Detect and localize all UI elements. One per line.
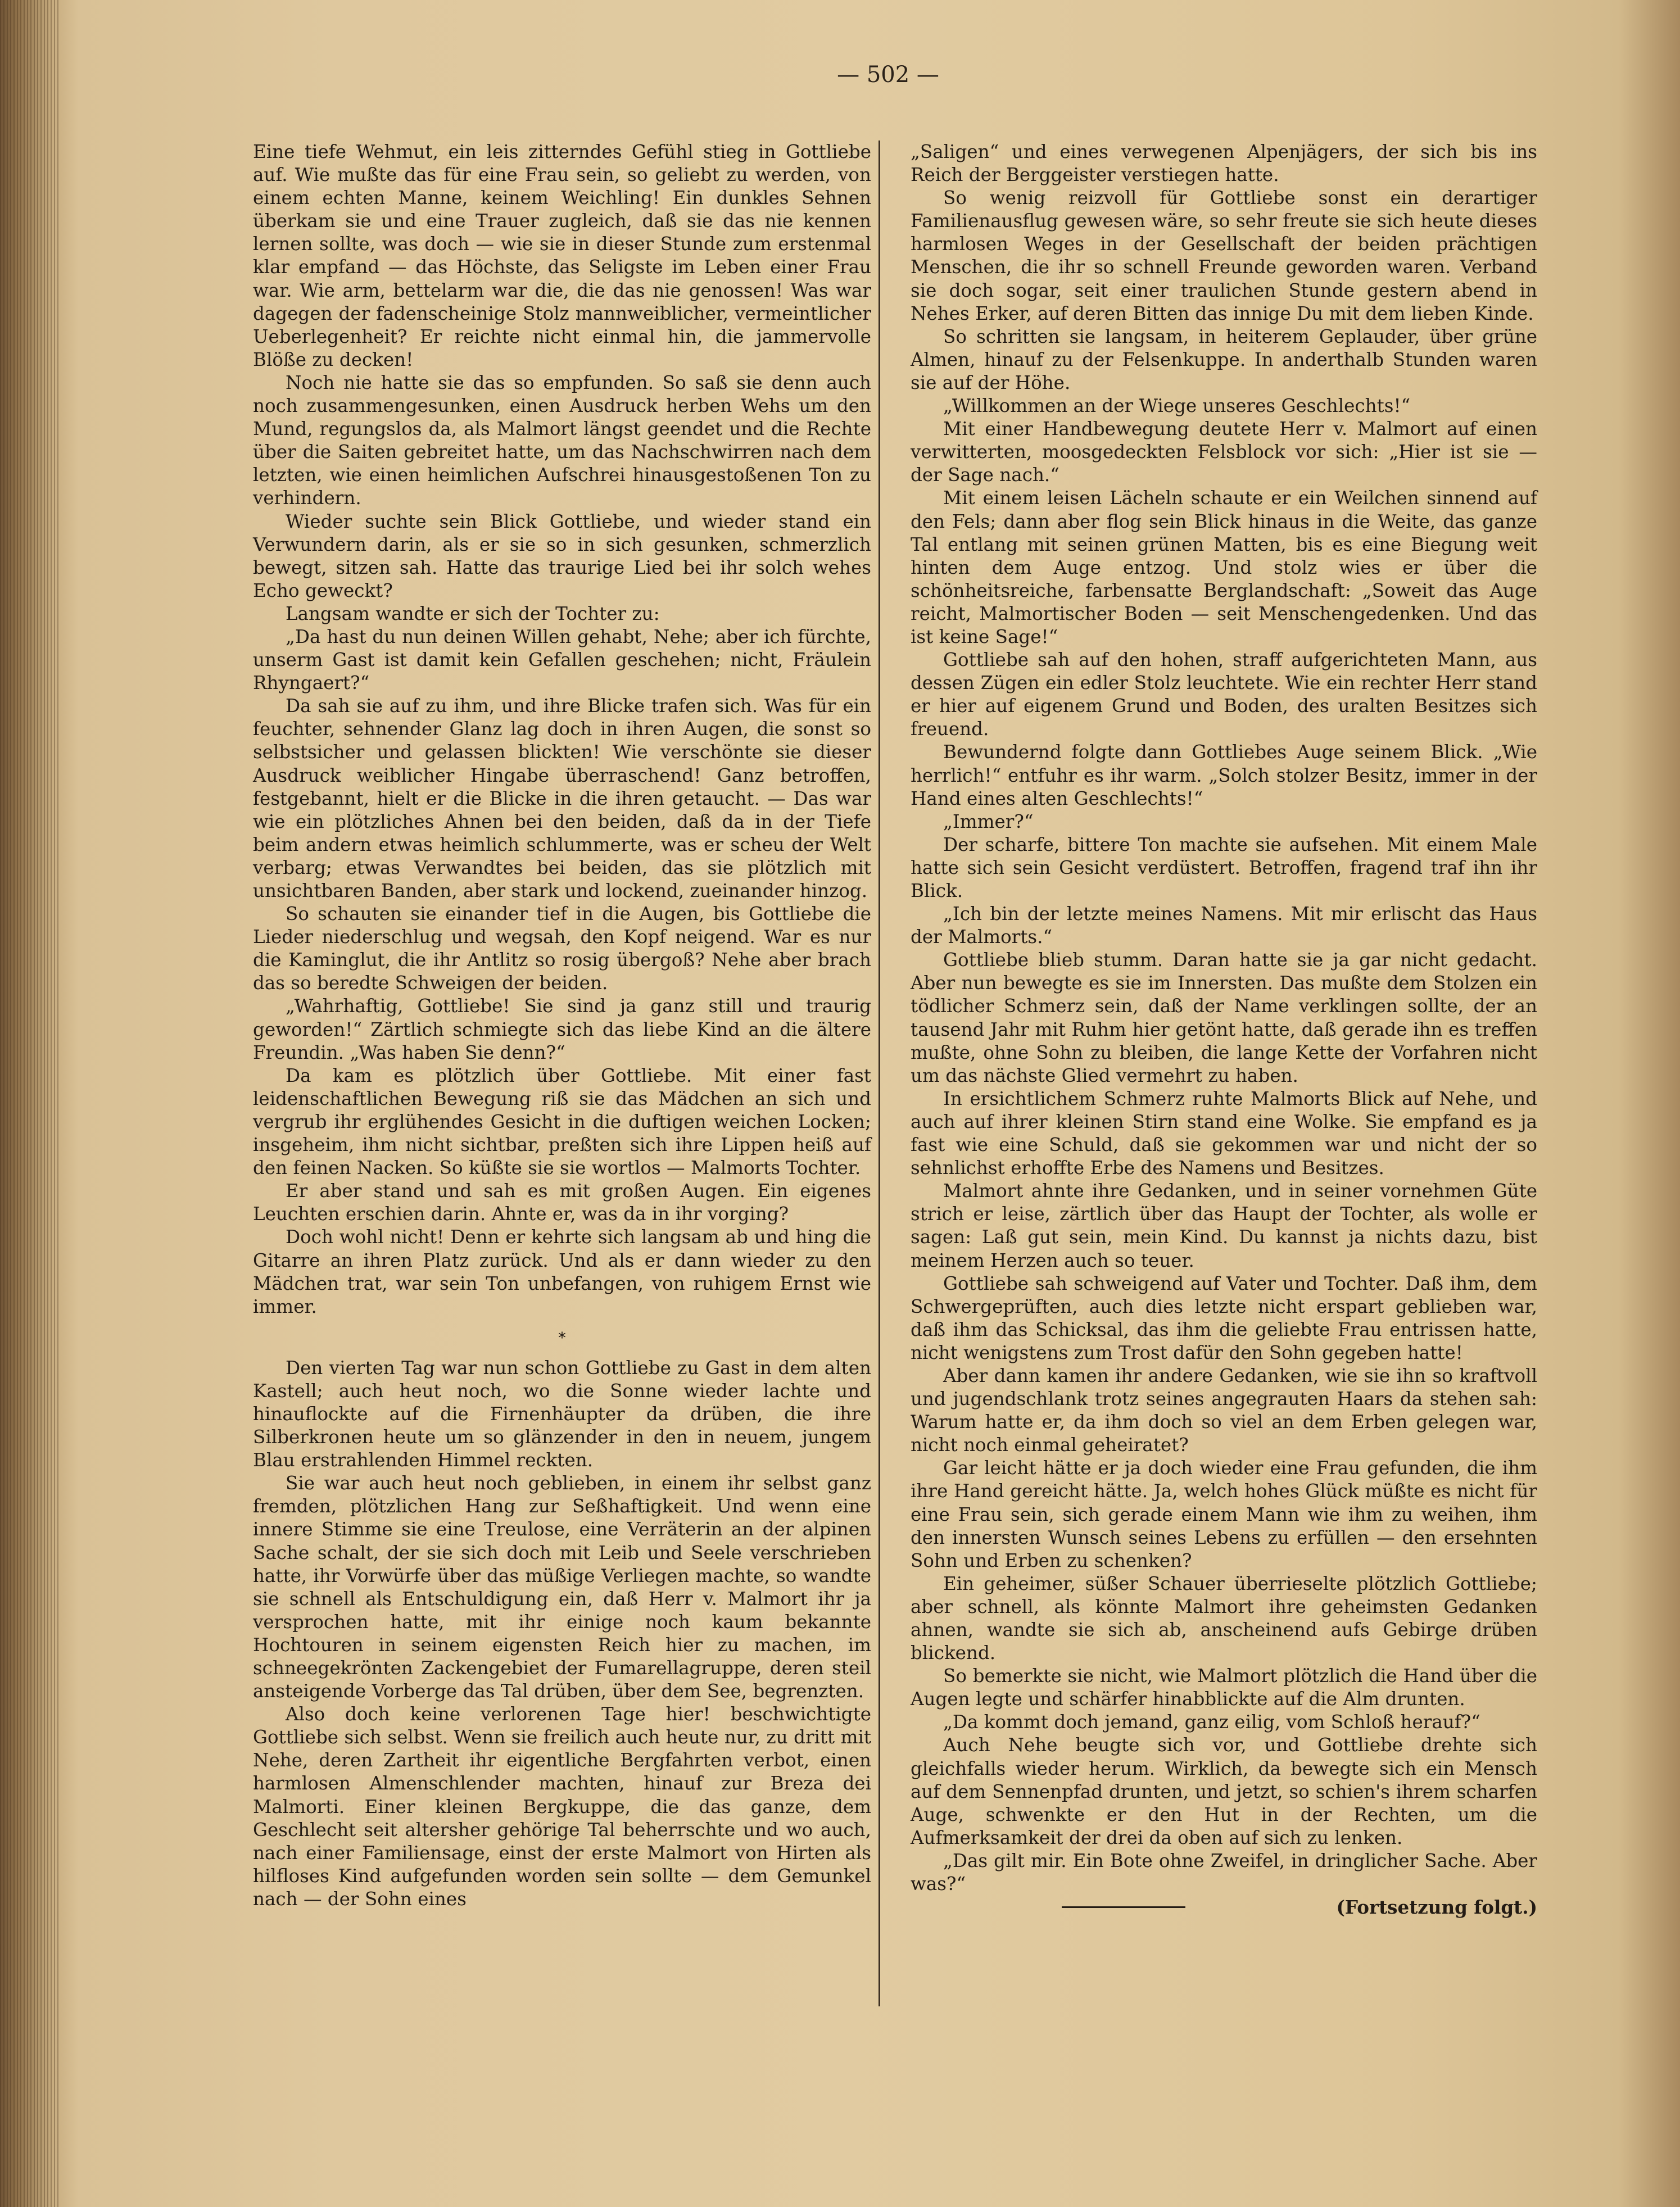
paragraph: Aber dann kamen ihr andere Gedanken, wie sie ihn so kraftvoll und jugendschlank trotz seines angegrauten Haars da stehen sah: Warum hatte er, da ihm doch so viel an dem Erben gelegen war, nicht noch einmal geheiratet? [911, 1365, 1537, 1456]
paragraph: So schritten sie langsam, in heiterem Geplauder, über grüne Almen, hinauf zu der Felsenkuppe. In anderthalb Stunden waren sie auf der Höhe. [911, 325, 1537, 393]
paragraph: In ersichtlichem Schmerz ruhte Malmorts Blick auf Nehe, und auch auf ihrer kleinen Stirn stand eine Wolke. Sie empfand es ja fast wie eine Schuld, daß sie gekommen war und nicht der so sehnlichst erhoffte Erbe des Namens und Besitzes. [911, 1087, 1537, 1179]
paragraph: Noch nie hatte sie das so empfunden. So saß sie denn auch noch zusammengesunken, einen Ausdruck herben Wehs um den Mund, regungslos da, als Malmort längst geendet und die Rechte über die Saiten gebreitet hatte, um das Nachschwirren nach dem letzten, wie einen heimlichen Aufschrei hinausgestoßenen Ton zu verhindern. [253, 371, 871, 509]
paragraph: Den vierten Tag war nun schon Gottliebe zu Gast in dem alten Kastell; auch heut noch, wo die Sonne wieder lachte und hinauflockte auf die Firnenhäupter da drüben, die ihre Silberkronen heute um so glänzender in den in neuem, jungem Blau erstrahlenden Himmel reckten. [253, 1357, 871, 1471]
end-rule [1062, 1906, 1185, 1908]
paragraph: Gottliebe blieb stumm. Daran hatte sie ja gar nicht gedacht. Aber nun bewegte es sie im Innersten. Das mußte dem Stolzen ein tödlicher Schmerz sein, daß der Name verklingen sollte, der an tausend Jahr mit Ruhm hier getönt hatte, daß gerade ihn es treffen mußte, ohne Sohn zu bleiben, die lange Kette der Vorfahren nicht um das nächste Glied vermehrt zu haben. [911, 949, 1537, 1086]
paragraph: So wenig reizvoll für Gottliebe sonst ein derartiger Familienausflug gewesen wäre, so sehr freute sie sich heute dieses harmlosen Weges in der Gesellschaft der beiden prächtigen Menschen, die ihr so schnell Freunde geworden waren. Verband sie doch sogar, seit einer traulichen Stunde gestern abend in Nehes Erker, auf deren Bitten das innige Du mit dem lieben Kinde. [911, 187, 1537, 324]
paragraph: Mit einem leisen Lächeln schaute er ein Weilchen sinnend auf den Fels; dann aber flog sein Blick hinaus in die Weite, das ganze Tal entlang mit seinen grünen Matten, bis es eine Biegung weit hinten dem Auge entzog. Und stolz wies er über die schönheitsreiche, farbensatte Berglandschaft: „Soweit das Auge reicht, Malmortischer Boden — seit Menschengedenken. Und das ist keine Sage!“ [911, 487, 1537, 647]
paragraph: „Da hast du nun deinen Willen gehabt, Nehe; aber ich fürchte, unserm Gast ist damit kein Gefallen geschehen; nicht, Fräulein Rhyngaert?“ [253, 626, 871, 694]
paragraph: „Wahrhaftig, Gottliebe! Sie sind ja ganz still und traurig geworden!“ Zärtlich schmiegte sich das liebe Kind an die ältere Freundin. „Was haben Sie denn?“ [253, 995, 871, 1063]
paragraph: Da sah sie auf zu ihm, und ihre Blicke trafen sich. Was für ein feuchter, sehnender Glanz lag doch in ihren Augen, die sonst so selbstsicher und gelassen blickten! Wie verschönte sie dieser Ausdruck weiblicher Hingabe überraschend! Ganz betroffen, festgebannt, hielt er die Blicke in die ihren getaucht. — Das war wie ein plötzliches Ahnen bei den beiden, daß da in der Tiefe beim andern etwas heimlich schlummerte, was er scheu der Welt verbarg; etwas Verwandtes bei beiden, das sie plötzlich mit unsichtbaren Banden, aber stark und lockend, zueinander hinzog. [253, 695, 871, 901]
paragraph: Wieder suchte sein Blick Gottliebe, und wieder stand ein Verwundern darin, als er sie so in sich gesunken, schmerzlich bewegt, sitzen sah. Hatte das traurige Lied bei ihr solch wehes Echo geweckt? [253, 510, 871, 601]
page-number: — 502 — [837, 62, 939, 88]
paragraph: Langsam wandte er sich der Tochter zu: [286, 602, 660, 624]
paragraph: „Ich bin der letzte meines Namens. Mit mir erlischt das Haus der Malmorts.“ [911, 903, 1537, 948]
continuation-note: (Fortsetzung folgt.) [1336, 1896, 1537, 1919]
paragraph: Ein geheimer, süßer Schauer überrieselte plötzlich Gottliebe; aber schnell, als könnte Malmort ihre geheimsten Gedanken ahnen, wandte sie sich ab, anscheinend aufs Gebirge drüben blickend. [911, 1572, 1537, 1664]
paragraph: Der scharfe, bittere Ton machte sie aufsehen. Mit einem Male hatte sich sein Gesicht verdüstert. Betroffen, fragend traf ihn ihr Blick. [911, 833, 1537, 901]
paragraph: „Das gilt mir. Ein Bote ohne Zweifel, in dringlicher Sache. Aber was?“ [911, 1850, 1537, 1895]
paragraph: Eine tiefe Wehmut, ein leis zitterndes Gefühl stieg in Gottliebe auf. Wie mußte das für eine Frau sein, so geliebt zu werden, von einem echten Manne, keinem Weichling! Ein dunkles Sehnen überkam sie und eine Trauer zugleich, daß sie das nie kennen lernen sollte, was doch — wie sie in dieser Stunde zum erstenmal klar empfand — das Höchste, das Seligste im Leben einer Frau war. Wie arm, bettelarm war die, die das nie genossen! Was war dagegen der fadenscheinige Stolz mannweiblicher, vermeintlicher Ueberlegenheit? Er reichte nicht einmal hin, die jammervolle Blöße zu decken! [253, 141, 871, 370]
article-end-line [911, 1896, 1537, 1919]
column-divider [879, 141, 880, 2006]
paragraph: Gottliebe sah auf den hohen, straff aufgerichteten Mann, aus dessen Zügen ein edler Stolz leuchtete. Wie ein rechter Herr stand er hier auf eigenem Grund und Boden, des uralten Besitzes sich freuend. [911, 649, 1537, 740]
paragraph: So bemerkte sie nicht, wie Malmort plötzlich die Hand über die Augen legte und schärfer hinabblickte auf die Alm drunten. [911, 1665, 1537, 1710]
paragraph: Doch wohl nicht! Denn er kehrte sich langsam ab und hing die Gitarre an ihren Platz zurück. Und als er dann wieder zu den Mädchen trat, war sein Ton unbefangen, von ruhigem Ernst wie immer. [253, 1226, 871, 1317]
paragraph: Bewundernd folgte dann Gottliebes Auge seinem Blick. „Wie herrlich!“ entfuhr es ihr warm. „Solch stolzer Besitz, immer in der Hand eines alten Geschlechts!“ [911, 741, 1537, 809]
paragraph: Da kam es plötzlich über Gottliebe. Mit einer fast leidenschaftlichen Bewegung riß sie das Mädchen an sich und vergrub ihr erglühendes Gesicht in die duftigen weichen Locken; insgeheim, ihm nicht sichtbar, preßten sich ihre Lippen heiß auf den feinen Nacken. So küßte sie sie wortlos — Malmorts Tochter. [253, 1064, 871, 1179]
right-column [911, 141, 1537, 1919]
paragraph: Er aber stand und sah es mit großen Augen. Ein eigenes Leuchten erschien darin. Ahnte er, was da in ihr vorging? [253, 1180, 871, 1225]
paragraph: „Immer?“ [943, 810, 1034, 832]
paragraph: Mit einer Handbewegung deutete Herr v. Malmort auf einen verwitterten, moosgedeckten Felsblock vor sich: „Hier ist sie — der Sage nach.“ [911, 418, 1537, 486]
paragraph: Gar leicht hätte er ja doch wieder eine Frau gefunden, die ihm ihre Hand gereicht hätte. Ja, welch hohes Glück müßte es nicht für eine Frau sein, sich gerade einem Mann wie ihm zu weihen, ihm den innersten Wunsch seines Lebens zu erfüllen — den ersehnten Sohn und Erben zu schenken? [911, 1457, 1537, 1571]
page-stack-edges [0, 0, 59, 2207]
paragraph: Sie war auch heut noch geblieben, in einem ihr selbst ganz fremden, plötzlichen Hang zur Seßhaftigkeit. Und wenn eine innere Stimme sie eine Treulose, eine Verräterin an der alpinen Sache schalt, der sie sich doch mit Leib und Seele verschrieben hatte, ihr Vorwürfe über das müßige Verliegen machte, so wandte sie schnell als Entschuldigung ein, daß Herr v. Malmort ihr ja versprochen hatte, mit ihr einige noch kaum bekannte Hochtouren in seinem eigensten Reich hier zu machen, im schneegekrönten Zackengebiet der Fumarellagruppe, deren steil ansteigende Vorberge das Tal drüben, über dem See, begrenzten. [253, 1472, 871, 1702]
paragraph: „Saligen“ und eines verwegenen Alpenjägers, der sich bis ins Reich der Berggeister verstiegen hatte. [911, 141, 1537, 186]
section-separator: * [558, 1329, 566, 1347]
paragraph: „Willkommen an der Wiege unseres Geschlechts!“ [943, 395, 1411, 417]
paragraph: Also doch keine verlorenen Tage hier! beschwichtigte Gottliebe sich selbst. Wenn sie freilich auch heute nur, zu dritt mit Nehe, deren Zartheit ihr eigentliche Bergfahrten verbot, einen harmlosen Almenschlender machten, hinauf zur Breza dei Malmorti. Einer kleinen Bergkuppe, die das ganze, dem Geschlecht seit altersher gehörige Tal beherrschte und wo auch, nach einer Familiensage, einst der erste Malmort von Hirten als hilfloses Kind aufgefunden worden sein sollte — dem Gemunkel nach — der Sohn eines [253, 1703, 871, 1910]
paragraph: Malmort ahnte ihre Gedanken, und in seiner vornehmen Güte strich er leise, zärtlich über das Haupt der Tochter, als wolle er sagen: Laß gut sein, mein Kind. Du kannst ja nichts dazu, bist meinem Herzen auch so teuer. [911, 1180, 1537, 1271]
left-column [253, 141, 871, 1911]
paragraph: „Da kommt doch jemand, ganz eilig, vom Schloß herauf?“ [943, 1711, 1480, 1733]
paragraph: Gottliebe sah schweigend auf Vater und Tochter. Daß ihm, dem Schwergeprüften, auch dies letzte nicht erspart geblieben war, daß ihm das Schicksal, das ihm die geliebte Frau entrissen hatte, nicht wenigstens zum Trost dafür den Sohn gegeben hatte! [911, 1272, 1537, 1363]
paragraph: So schauten sie einander tief in die Augen, bis Gottliebe die Lieder niederschlug und wegsah, den Kopf neigend. War es nur die Kaminglut, die ihr Antlitz so rosig übergoß? Nehe aber brach das so beredte Schweigen der beiden. [253, 903, 871, 994]
paragraph: Auch Nehe beugte sich vor, und Gottliebe drehte sich gleichfalls wieder herum. Wirklich, da bewegte sich ein Mensch auf dem Sennenpfad drunten, und jetzt, so schien's ihrem scharfen Auge, schwenkte er den Hut in der Rechten, um die Aufmerksamkeit der drei da oben auf sich zu lenken. [911, 1734, 1537, 1848]
